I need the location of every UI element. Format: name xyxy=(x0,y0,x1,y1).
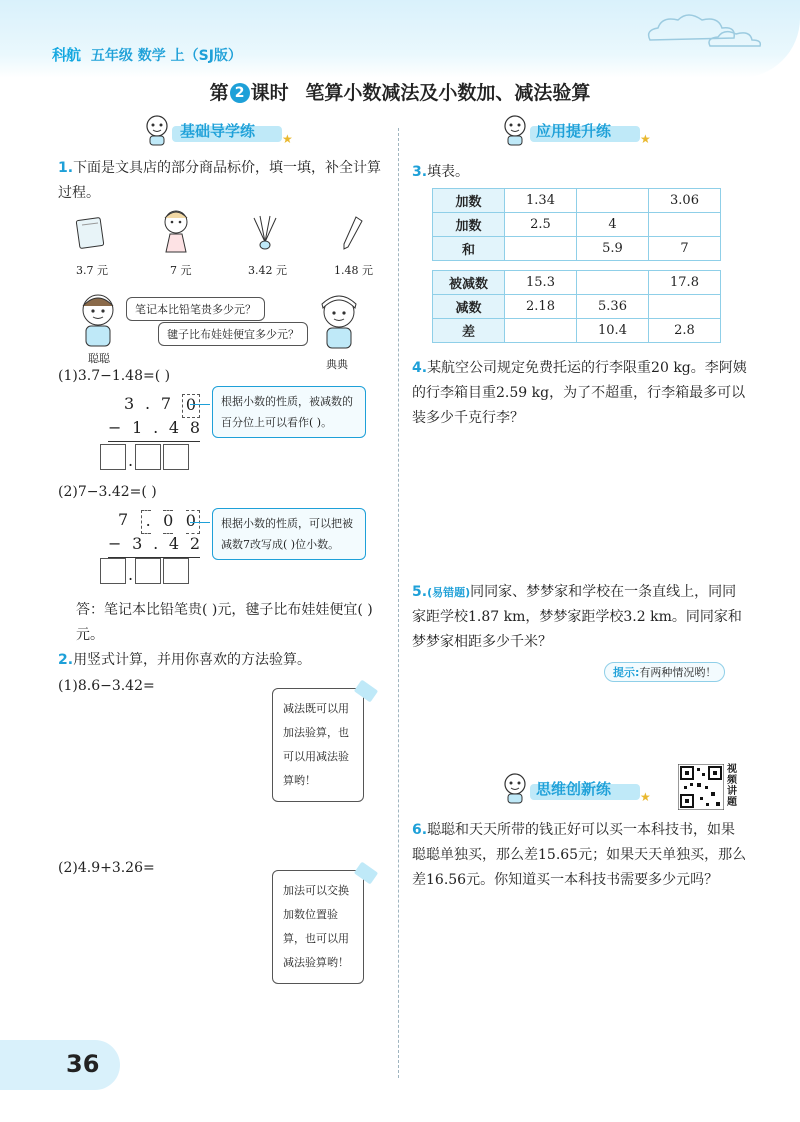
question-text: 某航空公司规定免费托运的行李限重20 kg。李阿姨的行李箱目重2.59 kg，为了不超重，行李箱最多可以装多少千克行李？ xyxy=(412,360,747,426)
boy-congcong-icon xyxy=(74,290,122,350)
table-cell[interactable] xyxy=(577,271,649,295)
answer-box[interactable] xyxy=(100,444,126,470)
mascot-icon xyxy=(500,114,530,146)
addition-table xyxy=(432,188,721,261)
section-title-apply: 应用提升练 xyxy=(536,122,612,140)
brand xyxy=(52,44,242,65)
tip-arrow xyxy=(190,404,210,405)
digit: 4 xyxy=(168,418,180,437)
sub-question-1: (1)3.7−1.48=( ) xyxy=(58,368,171,384)
star-icon: ★ xyxy=(640,132,651,146)
table-cell: 5.36 xyxy=(577,295,649,319)
table-cell: 10.4 xyxy=(577,319,649,343)
star-icon: ★ xyxy=(282,132,293,146)
sub-question-2: (2)7−3.42=( ) xyxy=(58,484,157,500)
table-row xyxy=(433,237,721,261)
calc-row-top xyxy=(108,510,200,534)
table-header: 加数 xyxy=(433,213,505,237)
table-cell: 3.06 xyxy=(649,189,721,213)
table-row xyxy=(433,271,721,295)
digit-highlighted: 0 xyxy=(186,510,200,534)
table-row xyxy=(433,213,721,237)
doll-icon xyxy=(156,208,196,254)
table-header: 减数 xyxy=(433,295,505,319)
question-2 xyxy=(58,648,388,673)
question-3 xyxy=(412,160,469,185)
calc-row-bottom xyxy=(108,534,200,558)
video-label: 视频讲题 xyxy=(727,764,737,808)
question-1 xyxy=(58,156,388,206)
note-box-2: 加法可以交换加数位置验算，也可以用减法验算哟！ xyxy=(272,870,364,984)
table-row xyxy=(433,189,721,213)
question-text: 下面是文具店的部分商品标价，填一填，补全计算过程。 xyxy=(58,160,382,201)
table-header: 加数 xyxy=(433,189,505,213)
table-row xyxy=(433,295,721,319)
table-cell[interactable] xyxy=(649,213,721,237)
digit: 3 xyxy=(132,534,143,553)
table-cell: 17.8 xyxy=(649,271,721,295)
digit: . xyxy=(153,534,159,553)
column-divider xyxy=(398,128,399,1078)
digit: 8 xyxy=(189,418,200,437)
label-congcong: 聪聪 xyxy=(88,352,110,365)
table-cell: 4 xyxy=(577,213,649,237)
digit: 2 xyxy=(189,534,200,553)
question-number: 4. xyxy=(412,360,428,376)
digit: 7 xyxy=(118,510,129,529)
vertical-calc-1 xyxy=(108,394,200,442)
digit: 7 xyxy=(160,394,172,413)
vertical-calc-2 xyxy=(108,510,200,558)
lesson-title xyxy=(0,78,800,105)
table-header: 和 xyxy=(433,237,505,261)
table-cell: 15.3 xyxy=(505,271,577,295)
table-cell: 7 xyxy=(649,237,721,261)
label-diandian: 典典 xyxy=(326,358,348,371)
table-cell[interactable] xyxy=(577,189,649,213)
question-text: 聪聪和天天所带的钱正好可以买一本科技书，如果聪聪单独买，那么差15.65元；如果天天单独买，那么差16.56元。你知道买一本科技书需要多少元吗？ xyxy=(412,822,747,888)
price-notebook: 3.7 元 xyxy=(76,264,108,277)
table-header: 被减数 xyxy=(433,271,505,295)
price-pencil: 1.48 元 xyxy=(334,264,373,277)
lesson-suffix: 课时 xyxy=(250,82,289,104)
answer-box[interactable] xyxy=(100,558,126,584)
decimal-point: . xyxy=(128,565,134,584)
answer-box[interactable] xyxy=(163,444,189,470)
hint-label: 提示: xyxy=(613,666,640,679)
table-cell: 5.9 xyxy=(577,237,649,261)
answer-boxes-2 xyxy=(100,558,189,584)
qr-code-icon[interactable] xyxy=(678,764,724,810)
question-text: 同同家、梦梦家和学校在一条直线上，同同家距学校1.87 km，梦梦家距学校3.2 km。同同家和梦梦家相距多少千米？ xyxy=(412,584,742,650)
digit: . xyxy=(141,510,151,534)
tip-box-2: 根据小数的性质，可以把被减数7改写成( )位小数。 xyxy=(212,508,366,560)
table-cell: 1.34 xyxy=(505,189,577,213)
boy-diandian-icon xyxy=(314,290,364,352)
subtraction-table xyxy=(432,270,721,343)
mascot-icon xyxy=(500,772,530,804)
table-cell[interactable] xyxy=(505,237,577,261)
question-number: 6. xyxy=(412,822,428,838)
q2-part-1: (1)8.6−3.42= xyxy=(58,678,155,694)
question-4 xyxy=(412,356,748,431)
star-icon: ★ xyxy=(640,790,651,804)
answer-box[interactable] xyxy=(135,558,161,584)
digit: 4 xyxy=(168,534,180,553)
hint-text: 有两种情况哟！ xyxy=(639,666,717,679)
digit: 3 xyxy=(124,394,135,413)
table-cell: 2.8 xyxy=(649,319,721,343)
brand-text: 五年级 数学 上（SJ版） xyxy=(90,48,242,64)
table-cell: 2.5 xyxy=(505,213,577,237)
lesson-prefix: 第 xyxy=(209,82,229,104)
page-number: 36 xyxy=(66,1050,100,1078)
minus-sign: − xyxy=(108,418,122,437)
question-text: 填表。 xyxy=(427,164,470,180)
digit: . xyxy=(144,394,151,413)
shuttlecock-icon xyxy=(248,212,282,252)
bubble-2: 毽子比布娃娃便宜多少元？ xyxy=(158,322,308,346)
q2-part-2: (2)4.9+3.26= xyxy=(58,860,155,876)
digit-highlighted: 0 xyxy=(182,394,200,418)
price-doll: 7 元 xyxy=(170,264,192,277)
bubble-1: 笔记本比铅笔贵多少元？ xyxy=(126,297,265,321)
digit: 1 xyxy=(132,418,143,437)
answer-box[interactable] xyxy=(163,558,189,584)
lesson-number: 2 xyxy=(230,83,250,103)
question-number: 2. xyxy=(58,652,74,668)
section-title-thinking: 思维创新练 xyxy=(536,780,612,798)
question-number: 3. xyxy=(412,164,428,180)
question-number: 5. xyxy=(412,584,428,600)
notebook-icon xyxy=(72,215,108,251)
table-row xyxy=(433,319,721,343)
price-shuttlecock: 3.42 元 xyxy=(248,264,287,277)
question-5 xyxy=(412,580,748,655)
section-title-basic: 基础导学练 xyxy=(180,122,256,140)
table-cell: 2.18 xyxy=(505,295,577,319)
cloud-icon xyxy=(640,10,770,50)
tip-box-1: 根据小数的性质，被减数的百分位上可以看作( )。 xyxy=(212,386,366,438)
answer-box[interactable] xyxy=(135,444,161,470)
digit-highlighted: 0 xyxy=(163,510,173,534)
digit: . xyxy=(153,418,159,437)
mascot-icon xyxy=(142,114,172,146)
brand-logo: 科航 xyxy=(52,46,81,64)
pencil-icon xyxy=(340,215,364,251)
answer-boxes-1 xyxy=(100,444,189,470)
question-number: 1. xyxy=(58,160,74,176)
question-text: 用竖式计算，并用你喜欢的方法验算。 xyxy=(73,652,312,668)
lesson-topic: 笔算小数减法及小数加、减法验算 xyxy=(305,82,591,104)
tip-arrow xyxy=(190,522,210,523)
error-prone-tag: (易错题) xyxy=(427,586,471,599)
calc-row-bottom xyxy=(108,418,200,442)
minus-sign: − xyxy=(108,534,122,553)
note-box-1: 减法既可以用加法验算，也可以用减法验算哟！ xyxy=(272,688,364,802)
table-header: 差 xyxy=(433,319,505,343)
page-number-band xyxy=(0,1040,120,1090)
decimal-point: . xyxy=(128,451,134,470)
table-cell[interactable] xyxy=(505,319,577,343)
calc-row-top xyxy=(108,394,200,418)
q1-answer-line: 答：笔记本比铅笔贵( )元，毽子比布娃娃便宜( )元。 xyxy=(76,602,373,643)
question-6 xyxy=(412,818,748,893)
hint-box xyxy=(604,662,725,682)
table-cell[interactable] xyxy=(649,295,721,319)
